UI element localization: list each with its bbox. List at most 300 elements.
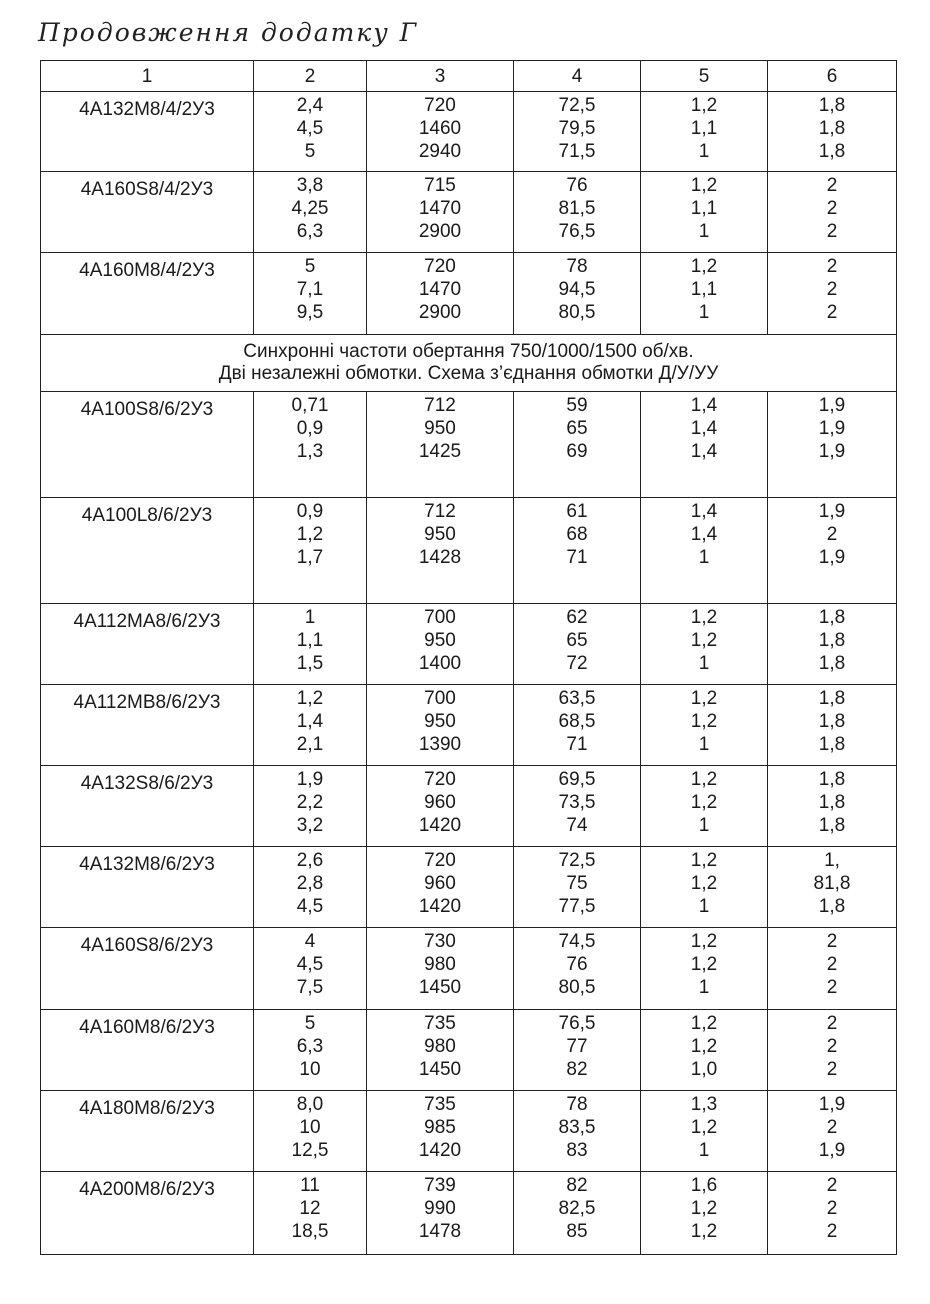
value-stack: [645, 500, 763, 569]
cell-value: 715: [424, 175, 456, 196]
cell-value: 1: [698, 302, 710, 323]
value-stack: [518, 768, 636, 837]
cell-value: 2: [826, 1013, 838, 1034]
cell-value: 1,4: [296, 711, 324, 732]
section-heading: [41, 335, 897, 392]
cell-value: 10: [299, 1117, 321, 1138]
cell-value: 720: [424, 850, 456, 871]
value-stack: [258, 930, 362, 999]
table-row: [41, 604, 897, 685]
value-cell-c2: [254, 172, 367, 253]
value-stack: [371, 1012, 509, 1081]
cell-value: 1: [698, 221, 710, 242]
cell-value: 2,1: [296, 734, 324, 755]
value-cell-c2: [254, 92, 367, 172]
cell-value: 1,4: [690, 418, 718, 439]
cell-value: 1: [698, 896, 710, 917]
value-stack: [518, 1012, 636, 1081]
value-stack: [518, 1174, 636, 1243]
table-row: [41, 766, 897, 847]
cell-value: 1: [698, 547, 710, 568]
cell-value: 2: [826, 1117, 838, 1138]
cell-value: 1460: [418, 118, 462, 139]
value-stack: [772, 1093, 892, 1162]
cell-value: 2: [826, 977, 838, 998]
motor-model-cell: 4А112МА8/6/2У3: [41, 604, 254, 685]
cell-value: 950: [424, 711, 456, 732]
cell-value: 69: [566, 441, 588, 462]
cell-value: 1: [698, 977, 710, 998]
value-cell-c5: [641, 766, 768, 847]
value-cell-c2: [254, 498, 367, 604]
value-cell-c2: [254, 685, 367, 766]
value-stack: [258, 768, 362, 837]
cell-value: 1,8: [818, 118, 846, 139]
cell-value: 5: [304, 1013, 316, 1034]
value-stack: [645, 768, 763, 837]
cell-value: 720: [424, 769, 456, 790]
value-stack: [371, 394, 509, 463]
table-row: [41, 498, 897, 604]
cell-value: 2: [826, 1221, 838, 1242]
table-row: [41, 928, 897, 1010]
cell-value: 2940: [418, 141, 462, 162]
value-cell-c4: [514, 847, 641, 928]
cell-value: 950: [424, 418, 456, 439]
cell-value: 4,25: [291, 198, 329, 219]
section-heading-row: [41, 335, 897, 392]
cell-value: 1: [304, 607, 316, 628]
cell-value: 12: [299, 1198, 321, 1219]
cell-value: 1420: [418, 815, 462, 836]
cell-value: 1: [698, 815, 710, 836]
cell-value: 0,9: [296, 418, 324, 439]
cell-value: 1,7: [296, 547, 324, 568]
table-row: [41, 1091, 897, 1172]
cell-value: 68: [566, 524, 588, 545]
cell-value: 3,8: [296, 175, 324, 196]
motor-model-cell: 4А100S8/6/2У3: [41, 392, 254, 498]
cell-value: 2900: [418, 221, 462, 242]
cell-value: 1428: [418, 547, 462, 568]
value-stack: [371, 687, 509, 756]
cell-value: 18,5: [291, 1221, 329, 1242]
cell-value: 1,2: [296, 524, 324, 545]
cell-value: 81,8: [813, 873, 851, 894]
cell-value: 1478: [418, 1221, 462, 1242]
cell-value: 1,1: [690, 118, 718, 139]
value-cell-c5: [641, 92, 768, 172]
cell-value: 1,1: [690, 279, 718, 300]
cell-value: 712: [424, 395, 456, 416]
cell-value: 1,2: [690, 850, 718, 871]
cell-value: 1390: [418, 734, 462, 755]
cell-value: 71: [566, 734, 588, 755]
value-stack: [518, 500, 636, 569]
cell-value: 1,4: [690, 441, 718, 462]
cell-value: 1,2: [690, 95, 718, 116]
cell-value: 1,9: [818, 501, 846, 522]
cell-value: 76: [566, 175, 588, 196]
value-stack: [645, 1174, 763, 1243]
cell-value: 720: [424, 95, 456, 116]
cell-value: 2,8: [296, 873, 324, 894]
cell-value: 1,9: [296, 769, 324, 790]
value-cell-c5: [641, 1010, 768, 1091]
value-stack: [258, 394, 362, 463]
cell-value: 1: [698, 734, 710, 755]
cell-value: 1,4: [690, 395, 718, 416]
cell-value: 2: [826, 524, 838, 545]
cell-value: 1,8: [818, 141, 846, 162]
value-cell-c5: [641, 253, 768, 335]
cell-value: 9,5: [296, 302, 324, 323]
column-header: 4: [514, 61, 641, 92]
value-cell-c3: [367, 92, 514, 172]
value-cell-c5: [641, 847, 768, 928]
cell-value: 2: [826, 1175, 838, 1196]
value-cell-c4: [514, 172, 641, 253]
table-row: [41, 847, 897, 928]
cell-value: 1,2: [690, 630, 718, 651]
value-cell-c3: [367, 172, 514, 253]
cell-value: 4: [304, 931, 316, 952]
cell-value: 82: [566, 1059, 588, 1080]
cell-value: 980: [424, 1036, 456, 1057]
value-stack: [258, 500, 362, 569]
value-stack: [258, 606, 362, 675]
cell-value: 960: [424, 792, 456, 813]
value-cell-c2: [254, 766, 367, 847]
cell-value: 1,9: [818, 1140, 846, 1161]
table-row: [41, 92, 897, 172]
cell-value: 4,5: [296, 118, 324, 139]
cell-value: 1,2: [690, 1198, 718, 1219]
table-row: [41, 685, 897, 766]
value-stack: [258, 1012, 362, 1081]
value-cell-c6: [768, 766, 897, 847]
value-stack: [518, 849, 636, 918]
cell-value: 71: [566, 547, 588, 568]
value-stack: [772, 500, 892, 569]
cell-value: 1,2: [690, 792, 718, 813]
cell-value: 80,5: [558, 977, 596, 998]
value-stack: [371, 500, 509, 569]
cell-value: 5: [304, 256, 316, 277]
cell-value: 990: [424, 1198, 456, 1219]
cell-value: 73,5: [558, 792, 596, 813]
cell-value: 1,8: [818, 815, 846, 836]
value-cell-c4: [514, 92, 641, 172]
value-stack: [518, 174, 636, 243]
value-cell-c4: [514, 604, 641, 685]
cell-value: 1: [698, 141, 710, 162]
value-cell-c5: [641, 1172, 768, 1255]
value-stack: [371, 606, 509, 675]
cell-value: 2: [826, 221, 838, 242]
cell-value: 78: [566, 1094, 588, 1115]
cell-value: 1,9: [818, 418, 846, 439]
value-stack: [371, 174, 509, 243]
cell-value: 8,0: [296, 1094, 324, 1115]
value-cell-c5: [641, 172, 768, 253]
cell-value: 1450: [418, 1059, 462, 1080]
cell-value: 1,9: [818, 441, 846, 462]
cell-value: 2: [826, 1059, 838, 1080]
motor-model-cell: 4А132S8/6/2У3: [41, 766, 254, 847]
value-stack: [518, 1093, 636, 1162]
value-stack: [772, 394, 892, 463]
cell-value: 2: [826, 931, 838, 952]
value-stack: [258, 94, 362, 163]
value-cell-c6: [768, 847, 897, 928]
cell-value: 2: [826, 954, 838, 975]
cell-value: 960: [424, 873, 456, 894]
cell-value: 83,5: [558, 1117, 596, 1138]
value-stack: [258, 1093, 362, 1162]
value-stack: [772, 849, 892, 918]
cell-value: 1,9: [818, 547, 846, 568]
cell-value: 1,5: [296, 653, 324, 674]
cell-value: 61: [566, 501, 588, 522]
cell-value: 77,5: [558, 896, 596, 917]
cell-value: 1,8: [818, 734, 846, 755]
value-stack: [645, 606, 763, 675]
cell-value: 2,6: [296, 850, 324, 871]
cell-value: 720: [424, 256, 456, 277]
value-cell-c6: [768, 498, 897, 604]
value-stack: [518, 255, 636, 324]
cell-value: 1,8: [818, 653, 846, 674]
cell-value: 1,4: [690, 501, 718, 522]
value-cell-c6: [768, 172, 897, 253]
value-stack: [645, 1012, 763, 1081]
value-cell-c3: [367, 253, 514, 335]
cell-value: 2: [826, 279, 838, 300]
value-stack: [258, 174, 362, 243]
cell-value: 730: [424, 931, 456, 952]
cell-value: 79,5: [558, 118, 596, 139]
cell-value: 0,9: [296, 501, 324, 522]
value-stack: [772, 1012, 892, 1081]
cell-value: 1420: [418, 1140, 462, 1161]
cell-value: 4,5: [296, 896, 324, 917]
value-stack: [371, 768, 509, 837]
value-cell-c4: [514, 766, 641, 847]
cell-value: 1,2: [690, 954, 718, 975]
value-cell-c5: [641, 498, 768, 604]
cell-value: 2,2: [296, 792, 324, 813]
cell-value: 12,5: [291, 1140, 329, 1161]
value-stack: [371, 930, 509, 999]
column-header: 1: [41, 61, 254, 92]
cell-value: 65: [566, 630, 588, 651]
value-stack: [371, 1174, 509, 1243]
cell-value: 1: [698, 1140, 710, 1161]
cell-value: 1470: [418, 279, 462, 300]
cell-value: 1,2: [690, 688, 718, 709]
cell-value: 75: [566, 873, 588, 894]
motor-model-cell: 4А112МВ8/6/2У3: [41, 685, 254, 766]
value-cell-c2: [254, 604, 367, 685]
motor-model-cell: 4А160S8/4/2У3: [41, 172, 254, 253]
value-cell-c3: [367, 498, 514, 604]
cell-value: 2: [826, 256, 838, 277]
table-row: [41, 1010, 897, 1091]
cell-value: 700: [424, 688, 456, 709]
cell-value: 2: [826, 1198, 838, 1219]
cell-value: 1,8: [818, 688, 846, 709]
cell-value: 4,5: [296, 954, 324, 975]
cell-value: 76,5: [558, 221, 596, 242]
cell-value: 1,2: [690, 769, 718, 790]
cell-value: 1,2: [690, 175, 718, 196]
table-row: [41, 253, 897, 335]
value-cell-c4: [514, 685, 641, 766]
value-cell-c4: [514, 1010, 641, 1091]
cell-value: 1,8: [818, 607, 846, 628]
cell-value: 1,6: [690, 1175, 718, 1196]
value-stack: [518, 94, 636, 163]
cell-value: 1: [698, 653, 710, 674]
cell-value: 1,2: [690, 1117, 718, 1138]
table-row: [41, 1172, 897, 1255]
cell-value: 85: [566, 1221, 588, 1242]
value-cell-c2: [254, 928, 367, 1010]
value-stack: [371, 849, 509, 918]
cell-value: 739: [424, 1175, 456, 1196]
value-stack: [518, 606, 636, 675]
value-cell-c6: [768, 1172, 897, 1255]
cell-value: 80,5: [558, 302, 596, 323]
value-cell-c2: [254, 1010, 367, 1091]
value-cell-c3: [367, 847, 514, 928]
column-header: 3: [367, 61, 514, 92]
cell-value: 1,2: [690, 711, 718, 732]
value-cell-c5: [641, 928, 768, 1010]
value-cell-c3: [367, 604, 514, 685]
value-cell-c6: [768, 604, 897, 685]
cell-value: 5: [304, 141, 316, 162]
value-cell-c5: [641, 392, 768, 498]
table-row: [41, 172, 897, 253]
value-cell-c2: [254, 253, 367, 335]
cell-value: 83: [566, 1140, 588, 1161]
value-cell-c6: [768, 392, 897, 498]
cell-value: 735: [424, 1094, 456, 1115]
value-cell-c5: [641, 685, 768, 766]
value-stack: [772, 255, 892, 324]
value-stack: [518, 687, 636, 756]
cell-value: 1,9: [818, 395, 846, 416]
cell-value: 1,4: [690, 524, 718, 545]
value-stack: [645, 174, 763, 243]
cell-value: 72,5: [558, 850, 596, 871]
value-cell-c2: [254, 1091, 367, 1172]
value-cell-c3: [367, 1010, 514, 1091]
cell-value: 77: [566, 1036, 588, 1057]
value-cell-c3: [367, 928, 514, 1010]
value-cell-c6: [768, 1010, 897, 1091]
cell-value: 1,2: [690, 256, 718, 277]
cell-value: 62: [566, 607, 588, 628]
cell-value: 0,71: [291, 395, 329, 416]
cell-value: 3,2: [296, 815, 324, 836]
cell-value: 2,4: [296, 95, 324, 116]
cell-value: 1,9: [818, 1094, 846, 1115]
value-stack: [645, 687, 763, 756]
value-cell-c6: [768, 1091, 897, 1172]
value-stack: [772, 1174, 892, 1243]
value-cell-c3: [367, 766, 514, 847]
value-stack: [772, 768, 892, 837]
cell-value: 76,5: [558, 1013, 596, 1034]
value-stack: [518, 930, 636, 999]
value-cell-c6: [768, 92, 897, 172]
cell-value: 950: [424, 524, 456, 545]
value-cell-c3: [367, 1091, 514, 1172]
value-stack: [258, 1174, 362, 1243]
value-cell-c5: [641, 1091, 768, 1172]
cell-value: 1470: [418, 198, 462, 219]
cell-value: 72: [566, 653, 588, 674]
cell-value: 94,5: [558, 279, 596, 300]
value-stack: [645, 1093, 763, 1162]
cell-value: 1,3: [296, 441, 324, 462]
cell-value: 59: [566, 395, 588, 416]
column-header: 5: [641, 61, 768, 92]
cell-value: 1,2: [690, 607, 718, 628]
motor-model-cell: 4А100L8/6/2У3: [41, 498, 254, 604]
cell-value: 1,3: [690, 1094, 718, 1115]
value-cell-c6: [768, 928, 897, 1010]
motor-spec-table: [40, 60, 897, 1255]
cell-value: 68,5: [558, 711, 596, 732]
value-stack: [371, 94, 509, 163]
value-cell-c2: [254, 1172, 367, 1255]
motor-model-cell: 4А180М8/6/2У3: [41, 1091, 254, 1172]
column-number-row: [41, 61, 897, 92]
cell-value: 1,2: [690, 873, 718, 894]
value-stack: [258, 687, 362, 756]
cell-value: 1,2: [690, 931, 718, 952]
cell-value: 65: [566, 418, 588, 439]
cell-value: 11: [300, 1175, 320, 1196]
value-cell-c6: [768, 685, 897, 766]
value-stack: [258, 255, 362, 324]
value-stack: [645, 394, 763, 463]
value-stack: [772, 687, 892, 756]
column-header: 6: [768, 61, 897, 92]
value-cell-c4: [514, 1091, 641, 1172]
value-stack: [772, 606, 892, 675]
cell-value: 74: [566, 815, 588, 836]
value-stack: [258, 849, 362, 918]
cell-value: 980: [424, 954, 456, 975]
cell-value: 82,5: [558, 1198, 596, 1219]
cell-value: 69,5: [558, 769, 596, 790]
cell-value: 1,2: [690, 1221, 718, 1242]
motor-model-cell: 4А132М8/4/2У3: [41, 92, 254, 172]
value-cell-c5: [641, 604, 768, 685]
cell-value: 2: [826, 198, 838, 219]
cell-value: 712: [424, 501, 456, 522]
cell-value: 2: [826, 175, 838, 196]
page-caption: Продовження додатку Г: [38, 18, 419, 47]
cell-value: 1,1: [296, 630, 324, 651]
cell-value: 71,5: [558, 141, 596, 162]
value-cell-c4: [514, 392, 641, 498]
